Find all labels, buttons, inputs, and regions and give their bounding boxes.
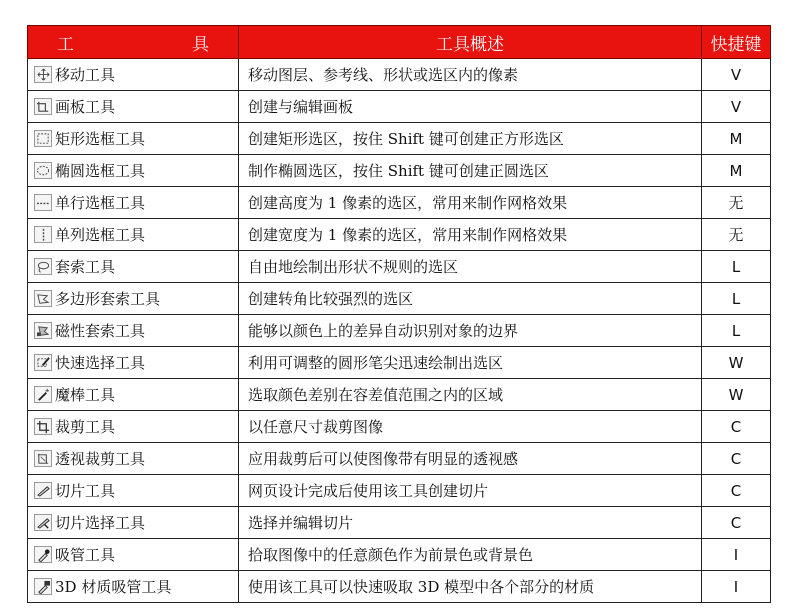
- tool-shortcut: L: [702, 283, 771, 315]
- magic-wand-icon: [34, 386, 52, 403]
- single-row-marquee-icon: [34, 194, 52, 211]
- crop-icon: [34, 418, 52, 435]
- tool-name-cell: [28, 411, 239, 443]
- slice-select-icon: [34, 514, 52, 531]
- table-row: [28, 507, 771, 539]
- table-row: [28, 251, 771, 283]
- tool-name-cell: [28, 219, 239, 251]
- tool-shortcut: I: [702, 539, 771, 571]
- rect-marquee-icon: [34, 130, 52, 147]
- lasso-icon: [34, 258, 52, 275]
- tools-table: [27, 25, 771, 603]
- header-key: 快捷键: [702, 26, 771, 59]
- tool-name: 单列选框工具: [55, 226, 146, 244]
- tool-name: 磁性套索工具: [55, 322, 146, 340]
- tool-name-cell: [28, 187, 239, 219]
- table-row: [28, 411, 771, 443]
- tool-description: 创建矩形选区，按住 Shift 键可创建正方形选区: [239, 123, 702, 155]
- table-row: [28, 59, 771, 91]
- tool-shortcut: W: [702, 347, 771, 379]
- eyedropper-icon: [34, 546, 52, 563]
- table-row: [28, 443, 771, 475]
- tool-name-cell: [28, 507, 239, 539]
- header-tool: [28, 26, 239, 59]
- table-row: [28, 155, 771, 187]
- tool-description: 创建与编辑画板: [239, 91, 702, 123]
- quick-selection-icon: [34, 354, 52, 371]
- tool-name: 多边形套索工具: [55, 290, 161, 308]
- tool-name-cell: [28, 123, 239, 155]
- tool-description: 应用裁剪后可以使图像带有明显的透视感: [239, 443, 702, 475]
- tool-name: 裁剪工具: [55, 418, 116, 436]
- tool-shortcut: V: [702, 91, 771, 123]
- table-row: [28, 91, 771, 123]
- tool-name: 椭圆选框工具: [55, 162, 146, 180]
- tool-description: 创建高度为 1 像素的选区，常用来制作网格效果: [239, 187, 702, 219]
- tool-shortcut: C: [702, 507, 771, 539]
- tool-name: 切片选择工具: [55, 514, 146, 532]
- tool-name: 吸管工具: [55, 546, 116, 564]
- header-desc: 工具概述: [239, 26, 702, 59]
- tool-name: 切片工具: [55, 482, 116, 500]
- move-icon: [34, 66, 52, 83]
- tool-name-cell: [28, 539, 239, 571]
- tool-name-cell: [28, 155, 239, 187]
- tool-description: 创建宽度为 1 像素的选区，常用来制作网格效果: [239, 219, 702, 251]
- tool-description: 创建转角比较强烈的选区: [239, 283, 702, 315]
- tool-shortcut: 无: [702, 187, 771, 219]
- table-row: [28, 475, 771, 507]
- tool-description: 选择并编辑切片: [239, 507, 702, 539]
- tool-name: 3D 材质吸管工具: [55, 578, 172, 596]
- table-row: [28, 123, 771, 155]
- tool-shortcut: W: [702, 379, 771, 411]
- table-row: [28, 283, 771, 315]
- tool-shortcut: L: [702, 251, 771, 283]
- tool-name-cell: [28, 443, 239, 475]
- tool-name: 快速选择工具: [55, 354, 146, 372]
- table-row: [28, 315, 771, 347]
- tool-shortcut: V: [702, 59, 771, 91]
- tool-name-cell: [28, 283, 239, 315]
- tool-name: 透视裁剪工具: [55, 450, 146, 468]
- tool-name: 移动工具: [55, 66, 116, 84]
- tool-description: 拾取图像中的任意颜色作为前景色或背景色: [239, 539, 702, 571]
- tool-shortcut: M: [702, 123, 771, 155]
- tool-description: 自由地绘制出形状不规则的选区: [239, 251, 702, 283]
- table-row: [28, 187, 771, 219]
- table-row: [28, 379, 771, 411]
- ellipse-marquee-icon: [34, 162, 52, 179]
- tool-description: 使用该工具可以快速吸取 3D 模型中各个部分的材质: [239, 571, 702, 603]
- single-column-marquee-icon: [34, 226, 52, 243]
- tool-name-cell: [28, 315, 239, 347]
- table-row: [28, 571, 771, 603]
- tool-shortcut: 无: [702, 219, 771, 251]
- slice-icon: [34, 482, 52, 499]
- tool-name-cell: [28, 91, 239, 123]
- table-row: [28, 219, 771, 251]
- tool-shortcut: L: [702, 315, 771, 347]
- tool-name: 矩形选框工具: [55, 130, 146, 148]
- tool-name: 魔棒工具: [55, 386, 116, 404]
- tool-description: 能够以颜色上的差异自动识别对象的边界: [239, 315, 702, 347]
- artboard-icon: [34, 98, 52, 115]
- tool-name: 画板工具: [55, 98, 116, 116]
- header-tool-label: 工 具: [57, 34, 237, 55]
- tool-name-cell: [28, 379, 239, 411]
- tool-shortcut: C: [702, 443, 771, 475]
- tool-shortcut: M: [702, 155, 771, 187]
- tool-shortcut: C: [702, 411, 771, 443]
- tool-description: 选取颜色差别在容差值范围之内的区域: [239, 379, 702, 411]
- tool-description: 利用可调整的圆形笔尖迅速绘制出选区: [239, 347, 702, 379]
- magnetic-lasso-icon: [34, 322, 52, 339]
- tool-shortcut: C: [702, 475, 771, 507]
- tool-name-cell: [28, 347, 239, 379]
- tool-description: 以任意尺寸裁剪图像: [239, 411, 702, 443]
- table-row: [28, 347, 771, 379]
- tool-name-cell: [28, 571, 239, 603]
- tool-description: 网页设计完成后使用该工具创建切片: [239, 475, 702, 507]
- tool-shortcut: I: [702, 571, 771, 603]
- polygonal-lasso-icon: [34, 290, 52, 307]
- perspective-crop-icon: [34, 450, 52, 467]
- tool-name: 单行选框工具: [55, 194, 146, 212]
- tool-description: 移动图层、参考线、形状或选区内的像素: [239, 59, 702, 91]
- 3d-material-eyedropper-icon: [34, 578, 52, 595]
- tool-name-cell: [28, 251, 239, 283]
- tool-name: 套索工具: [55, 258, 116, 276]
- tool-name-cell: [28, 475, 239, 507]
- tool-name-cell: [28, 59, 239, 91]
- header-row: [28, 26, 771, 59]
- table-row: [28, 539, 771, 571]
- tool-description: 制作椭圆选区，按住 Shift 键可创建正圆选区: [239, 155, 702, 187]
- table-body: [28, 59, 771, 603]
